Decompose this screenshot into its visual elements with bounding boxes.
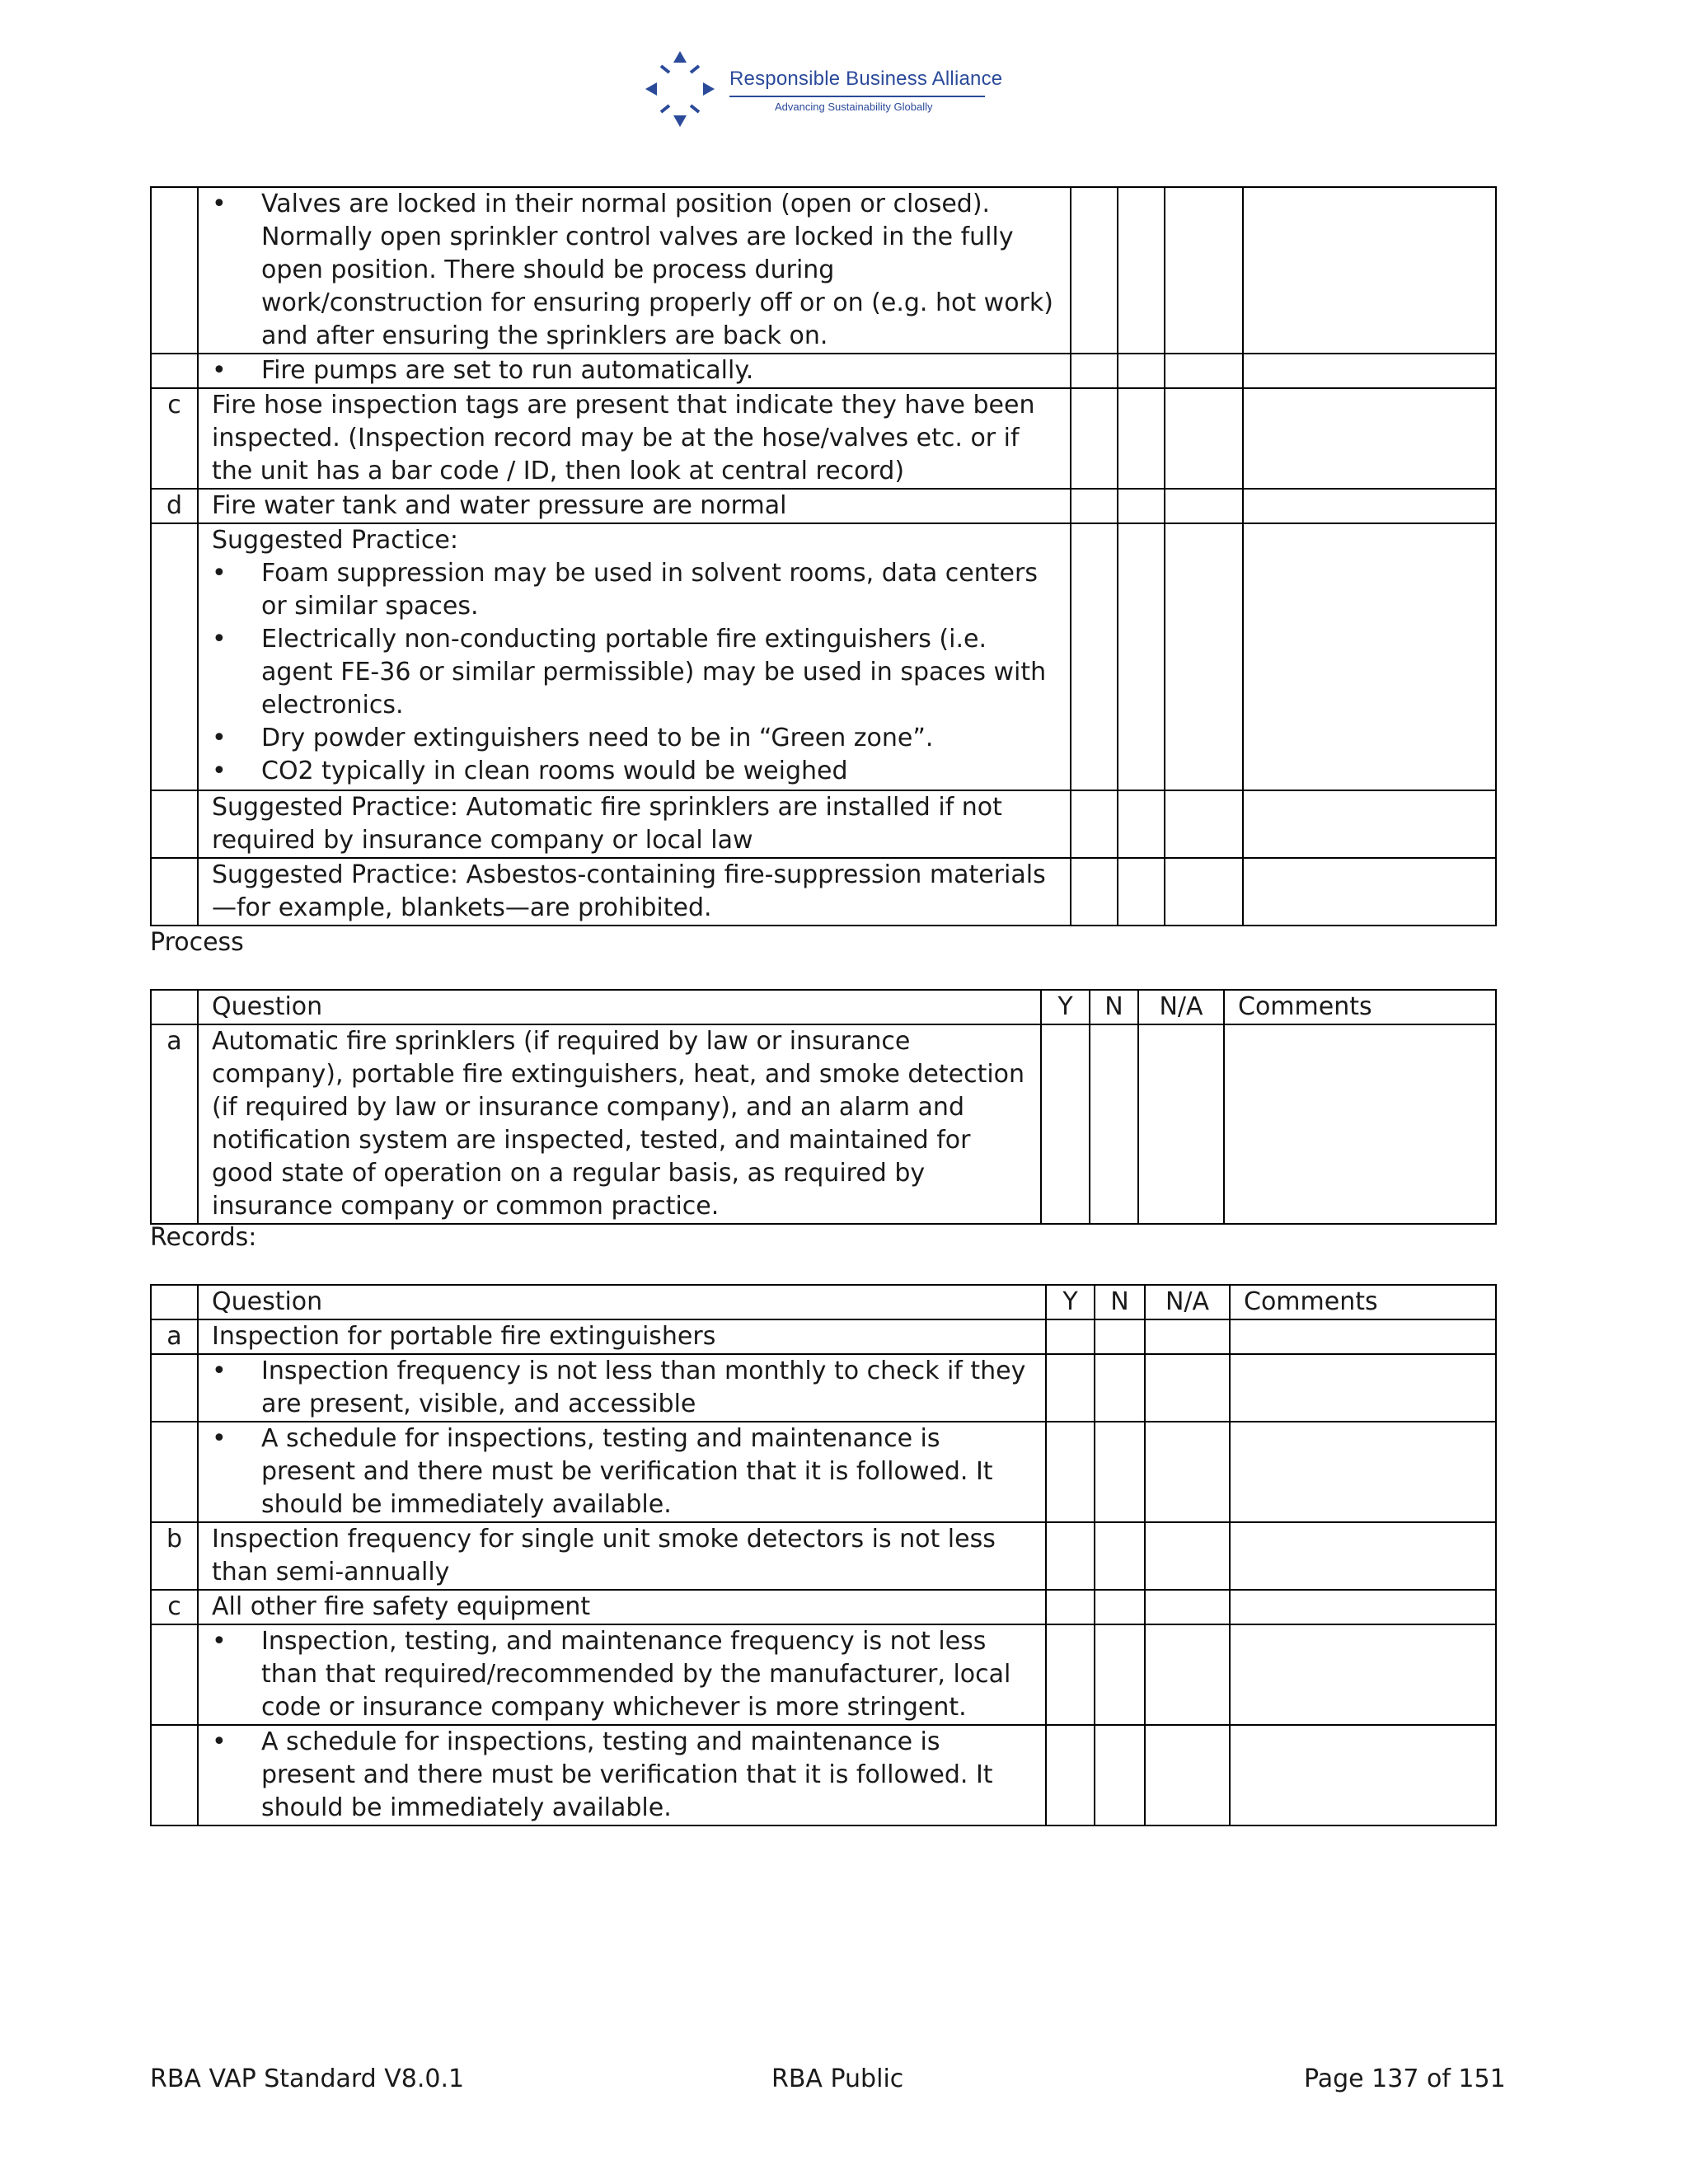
comments-cell[interactable] bbox=[1243, 388, 1496, 489]
question-cell bbox=[198, 523, 1071, 790]
comments-cell[interactable] bbox=[1230, 1319, 1496, 1354]
question-cell bbox=[198, 1624, 1046, 1725]
row-letter: b bbox=[151, 1522, 198, 1590]
question-text: Suggested Practice: bbox=[212, 526, 458, 555]
answer-na-cell[interactable] bbox=[1165, 523, 1243, 790]
table-row bbox=[151, 1024, 1496, 1224]
table-row bbox=[151, 1725, 1496, 1825]
answer-no-cell[interactable] bbox=[1095, 1522, 1145, 1590]
answer-na-cell[interactable] bbox=[1145, 1725, 1230, 1825]
bullet-item: • Dry powder extinguishers need to be in “Green zone”. bbox=[212, 722, 1062, 755]
process-table bbox=[150, 989, 1497, 1225]
question-cell bbox=[198, 1024, 1041, 1224]
question-text: Inspection for portable fire extinguishers bbox=[212, 1322, 716, 1351]
footer-page-number: Page 137 of 151 bbox=[1304, 2064, 1506, 2093]
question-text: Fire hose inspection tags are present that indicate they have been inspected. (Inspection record may be at the hose/valves etc. or if the unit has a bar code / ID, then look at central record) bbox=[212, 391, 1035, 485]
question-cell bbox=[198, 388, 1071, 489]
footer-classification: RBA Public bbox=[771, 2064, 904, 2093]
comments-cell[interactable] bbox=[1230, 1725, 1496, 1825]
answer-na-cell[interactable] bbox=[1138, 1024, 1224, 1224]
row-letter bbox=[151, 523, 198, 790]
answer-yes-cell[interactable] bbox=[1046, 1422, 1095, 1522]
bullet-item: • A schedule for inspections, testing and maintenance is present and there must be verification that it is followed. It should be immediately available. bbox=[212, 1422, 1037, 1521]
row-letter: a bbox=[151, 1319, 198, 1354]
answer-no-cell[interactable] bbox=[1118, 354, 1165, 388]
answer-yes-cell[interactable] bbox=[1071, 489, 1118, 523]
logo-title: Responsible Business Alliance bbox=[729, 68, 1003, 90]
question-cell bbox=[198, 1725, 1046, 1825]
question-cell bbox=[198, 354, 1071, 388]
bullet-list bbox=[212, 1625, 1037, 1724]
bullet-list bbox=[212, 1355, 1037, 1421]
row-letter bbox=[151, 1422, 198, 1522]
bullet-list bbox=[212, 1422, 1037, 1521]
answer-no-cell[interactable] bbox=[1095, 1422, 1145, 1522]
section-heading-records: Records: bbox=[150, 1223, 257, 1252]
answer-yes-cell[interactable] bbox=[1071, 523, 1118, 790]
answer-yes-cell[interactable] bbox=[1071, 388, 1118, 489]
question-cell bbox=[198, 790, 1071, 858]
rba-compass-icon bbox=[643, 48, 717, 130]
bullet-item: • Inspection frequency is not less than monthly to check if they are present, visible, and accessible bbox=[212, 1355, 1037, 1421]
table-row bbox=[151, 1354, 1496, 1422]
question-text: Inspection frequency for single unit smoke detectors is not less than semi-annually bbox=[212, 1525, 996, 1586]
section-heading-process: Process bbox=[150, 928, 244, 957]
answer-no-cell[interactable] bbox=[1090, 1024, 1138, 1224]
answer-na-cell[interactable] bbox=[1145, 1590, 1230, 1624]
row-letter bbox=[151, 354, 198, 388]
row-letter: c bbox=[151, 388, 198, 489]
table-row bbox=[151, 523, 1496, 790]
table-row bbox=[151, 187, 1496, 354]
header-letter-cell bbox=[151, 990, 198, 1024]
answer-no-cell[interactable] bbox=[1118, 790, 1165, 858]
bullet-list bbox=[212, 354, 1062, 387]
header-na: N/A bbox=[1145, 1285, 1230, 1319]
comments-cell[interactable] bbox=[1230, 1590, 1496, 1624]
header-question: Question bbox=[198, 990, 1041, 1024]
answer-na-cell[interactable] bbox=[1165, 489, 1243, 523]
bullet-list bbox=[212, 557, 1062, 788]
header-yes: Y bbox=[1041, 990, 1090, 1024]
header-no: N bbox=[1095, 1285, 1145, 1319]
comments-cell[interactable] bbox=[1224, 1024, 1496, 1224]
question-cell bbox=[198, 1319, 1046, 1354]
bullet-item: • CO2 typically in clean rooms would be weighed bbox=[212, 755, 1062, 788]
header-yes: Y bbox=[1046, 1285, 1095, 1319]
row-letter bbox=[151, 1354, 198, 1422]
bullet-item: • Foam suppression may be used in solvent rooms, data centers or similar spaces. bbox=[212, 557, 1062, 623]
question-cell bbox=[198, 489, 1071, 523]
bullet-item: • A schedule for inspections, testing and maintenance is present and there must be verification that it is followed. It should be immediately available. bbox=[212, 1726, 1037, 1825]
bullet-item: • Valves are locked in their normal position (open or closed). Normally open sprinkler control valves are locked in the fully open position. There should be process during work/construction for ensuring properly off or on (e.g. hot work) and after ensuring the sprinklers are back on. bbox=[212, 188, 1062, 353]
question-text: Suggested Practice: Automatic fire sprinklers are installed if not required by insurance company or local law bbox=[212, 793, 1002, 855]
logo-tagline: Advancing Sustainability Globally bbox=[775, 101, 933, 113]
question-text: Fire water tank and water pressure are normal bbox=[212, 491, 787, 520]
answer-no-cell[interactable] bbox=[1095, 1624, 1145, 1725]
table-header-row bbox=[151, 990, 1496, 1024]
comments-cell[interactable] bbox=[1243, 858, 1496, 926]
table-row bbox=[151, 489, 1496, 523]
answer-na-cell[interactable] bbox=[1145, 1422, 1230, 1522]
question-cell bbox=[198, 858, 1071, 926]
header-question: Question bbox=[198, 1285, 1046, 1319]
comments-cell[interactable] bbox=[1243, 187, 1496, 354]
comments-cell[interactable] bbox=[1243, 790, 1496, 858]
answer-yes-cell[interactable] bbox=[1071, 790, 1118, 858]
bullet-item: • Inspection, testing, and maintenance frequency is not less than that required/recommended by the manufacturer, local code or insurance company whichever is more stringent. bbox=[212, 1625, 1037, 1724]
answer-no-cell[interactable] bbox=[1095, 1319, 1145, 1354]
bullet-item: • Electrically non-conducting portable fire extinguishers (i.e. agent FE-36 or similar permissible) may be used in spaces with electronics. bbox=[212, 623, 1062, 722]
answer-yes-cell[interactable] bbox=[1046, 1590, 1095, 1624]
rba-logo bbox=[643, 48, 1006, 130]
answer-na-cell[interactable] bbox=[1145, 1319, 1230, 1354]
comments-cell[interactable] bbox=[1243, 354, 1496, 388]
answer-yes-cell[interactable] bbox=[1071, 354, 1118, 388]
table-row bbox=[151, 1319, 1496, 1354]
bullet-list bbox=[212, 1726, 1037, 1825]
row-letter: d bbox=[151, 489, 198, 523]
question-text: Suggested Practice: Asbestos-containing fire-suppression materials—for example, blankets—are prohibited. bbox=[212, 860, 1046, 922]
answer-no-cell[interactable] bbox=[1095, 1725, 1145, 1825]
table-row bbox=[151, 1624, 1496, 1725]
row-letter bbox=[151, 1725, 198, 1825]
answer-no-cell[interactable] bbox=[1095, 1590, 1145, 1624]
bullet-list bbox=[212, 188, 1062, 353]
answer-no-cell[interactable] bbox=[1095, 1354, 1145, 1422]
row-letter bbox=[151, 790, 198, 858]
answer-yes-cell[interactable] bbox=[1071, 187, 1118, 354]
answer-no-cell[interactable] bbox=[1118, 187, 1165, 354]
header-comments: Comments bbox=[1230, 1285, 1496, 1319]
answer-yes-cell[interactable] bbox=[1071, 858, 1118, 926]
question-text: All other fire safety equipment bbox=[212, 1592, 591, 1621]
row-letter: c bbox=[151, 1590, 198, 1624]
answer-no-cell[interactable] bbox=[1118, 388, 1165, 489]
question-cell bbox=[198, 1522, 1046, 1590]
comments-cell[interactable] bbox=[1243, 523, 1496, 790]
answer-na-cell[interactable] bbox=[1145, 1522, 1230, 1590]
row-letter bbox=[151, 1624, 198, 1725]
table-header-row bbox=[151, 1285, 1496, 1319]
header-comments: Comments bbox=[1224, 990, 1496, 1024]
answer-yes-cell[interactable] bbox=[1046, 1522, 1095, 1590]
row-letter bbox=[151, 858, 198, 926]
answer-na-cell[interactable] bbox=[1145, 1354, 1230, 1422]
question-cell bbox=[198, 1422, 1046, 1522]
row-letter: a bbox=[151, 1024, 198, 1224]
bullet-item: • Fire pumps are set to run automatically. bbox=[212, 354, 1062, 387]
header-na: N/A bbox=[1138, 990, 1224, 1024]
question-cell bbox=[198, 1590, 1046, 1624]
answer-no-cell[interactable] bbox=[1118, 489, 1165, 523]
footer-document-id: RBA VAP Standard V8.0.1 bbox=[150, 2064, 465, 2093]
table-row bbox=[151, 354, 1496, 388]
table-row bbox=[151, 790, 1496, 858]
comments-cell[interactable] bbox=[1230, 1354, 1496, 1422]
comments-cell[interactable] bbox=[1230, 1522, 1496, 1590]
header-letter-cell bbox=[151, 1285, 198, 1319]
answer-na-cell[interactable] bbox=[1165, 388, 1243, 489]
answer-no-cell[interactable] bbox=[1118, 858, 1165, 926]
row-letter bbox=[151, 187, 198, 354]
answer-yes-cell[interactable] bbox=[1046, 1725, 1095, 1825]
answer-na-cell[interactable] bbox=[1165, 354, 1243, 388]
table-row bbox=[151, 388, 1496, 489]
answer-na-cell[interactable] bbox=[1145, 1624, 1230, 1725]
answer-yes-cell[interactable] bbox=[1046, 1319, 1095, 1354]
logo-divider bbox=[729, 96, 985, 97]
answer-yes-cell[interactable] bbox=[1046, 1354, 1095, 1422]
question-text: Automatic fire sprinklers (if required by law or insurance company), portable fire extinguishers, heat, and smoke detection (if required by law or insurance company), and an alarm and notification system are inspected, tested, and maintained for good state of operation on a regular basis, as required by insurance company or common practice. bbox=[212, 1027, 1025, 1221]
checklist-table-continued bbox=[150, 186, 1497, 926]
comments-cell[interactable] bbox=[1230, 1422, 1496, 1522]
table-row bbox=[151, 1422, 1496, 1522]
answer-no-cell[interactable] bbox=[1118, 523, 1165, 790]
comments-cell[interactable] bbox=[1243, 489, 1496, 523]
table-row bbox=[151, 1522, 1496, 1590]
answer-na-cell[interactable] bbox=[1165, 858, 1243, 926]
answer-yes-cell[interactable] bbox=[1046, 1624, 1095, 1725]
records-table bbox=[150, 1284, 1497, 1826]
question-cell bbox=[198, 1354, 1046, 1422]
comments-cell[interactable] bbox=[1230, 1624, 1496, 1725]
question-cell bbox=[198, 187, 1071, 354]
answer-na-cell[interactable] bbox=[1165, 790, 1243, 858]
table-row bbox=[151, 858, 1496, 926]
answer-yes-cell[interactable] bbox=[1041, 1024, 1090, 1224]
table-row bbox=[151, 1590, 1496, 1624]
header-no: N bbox=[1090, 990, 1138, 1024]
answer-na-cell[interactable] bbox=[1165, 187, 1243, 354]
